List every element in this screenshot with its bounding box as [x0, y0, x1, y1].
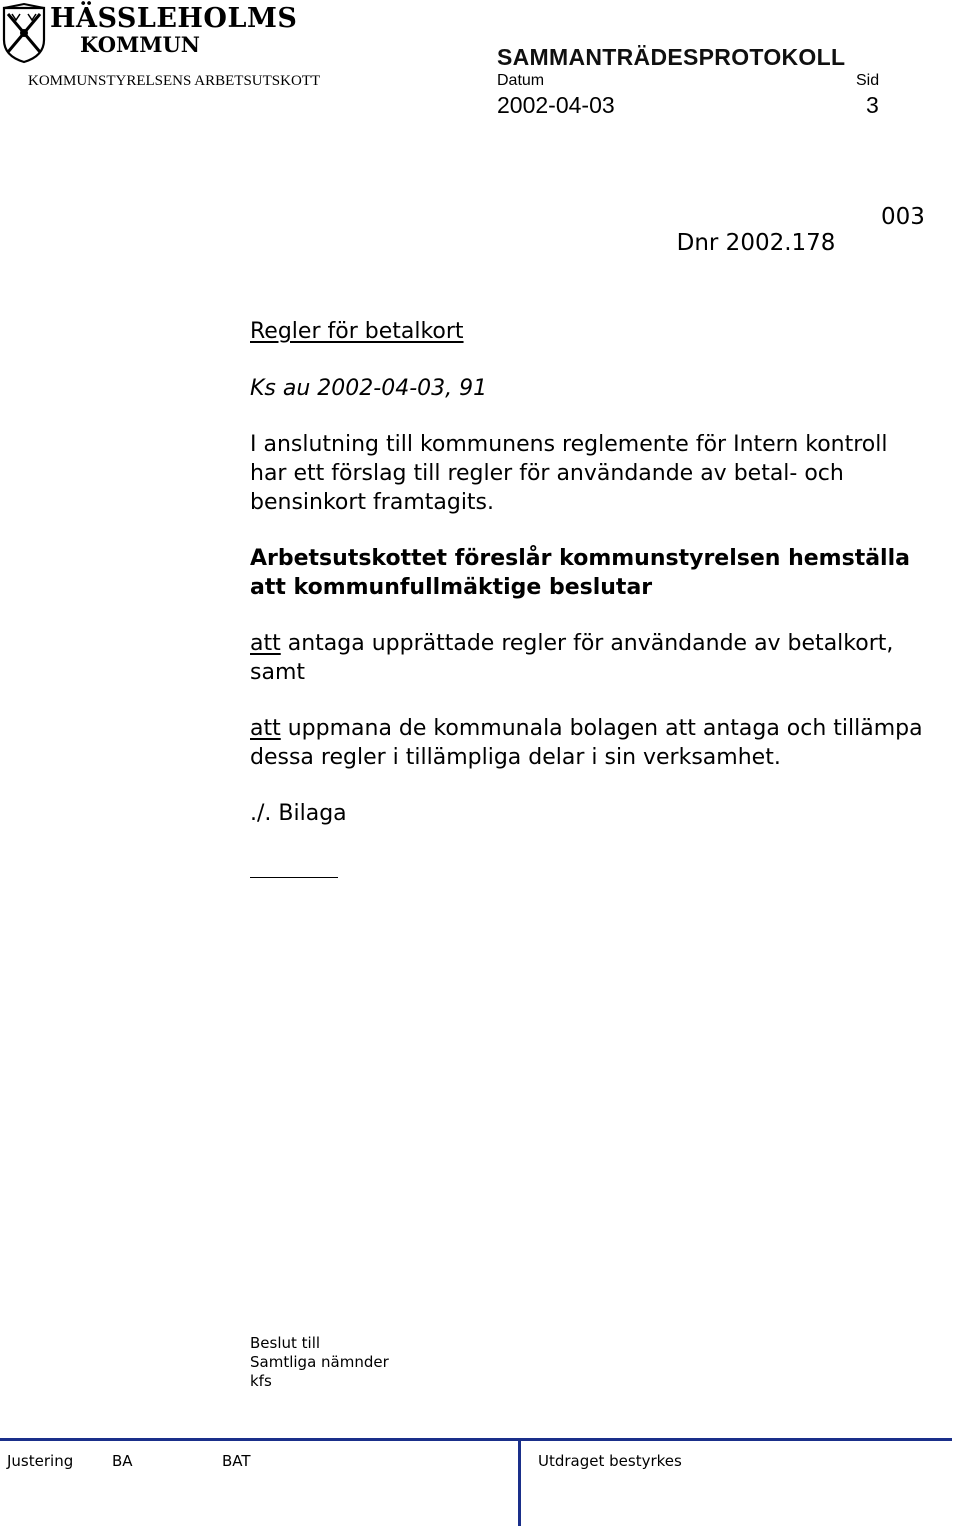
certified-label: Utdraget bestyrkes	[538, 1452, 682, 1470]
justering-label: Justering	[7, 1452, 74, 1470]
document-title: SAMMANTRÄDESPROTOKOLL	[497, 44, 846, 70]
coat-of-arms-icon	[2, 2, 46, 64]
recipient: kfs	[250, 1372, 272, 1390]
decision-1	[250, 629, 893, 658]
decision-2-text: uppmana de kommunala bolagen att antaga och tillämpa	[280, 716, 923, 741]
department: KOMMUNSTYRELSENS ARBETSUTSKOTT	[28, 73, 321, 89]
attachment: ./. Bilaga	[250, 801, 347, 826]
dnr-code: 003	[881, 204, 925, 230]
date-label: Datum	[497, 72, 545, 89]
proposal-line-1: Arbetsutskottet föreslår kommunstyrelsen hemställa	[250, 546, 910, 571]
divider	[250, 877, 338, 878]
footer-separator	[518, 1438, 521, 1526]
date-value: 2002-04-03	[497, 92, 615, 118]
distribution-title: Beslut till	[250, 1334, 321, 1352]
section-heading: Regler för betalkort	[250, 319, 464, 344]
decision-1-text: antaga upprättade regler för användande av betalkort,	[280, 631, 894, 656]
case-reference: Ks au 2002-04-03, 91	[250, 376, 488, 401]
intro-line-3: bensinkort framtagits.	[250, 490, 495, 515]
initials-1: BA	[112, 1452, 133, 1470]
intro-line-1: I anslutning till kommunens reglemente för Intern kontroll	[250, 432, 888, 457]
initials-2: BAT	[222, 1452, 251, 1470]
proposal-line-2: att kommunfullmäktige beslutar	[250, 575, 653, 600]
decision-2	[250, 714, 923, 743]
org-name-kommun: KOMMUN	[80, 32, 200, 57]
att-keyword: att	[250, 631, 281, 656]
recipient: Samtliga nämnder	[250, 1353, 389, 1371]
decision-2-line-2: dessa regler i tillämpliga delar i sin verksamhet.	[250, 745, 781, 770]
diary-number	[662, 204, 925, 256]
page-number: 3	[866, 92, 879, 118]
dnr: Dnr 2002.178	[676, 230, 836, 256]
org-name: HÄSSLEHOLMS	[50, 3, 298, 34]
att-keyword: att	[250, 716, 281, 741]
intro-line-2: har ett förslag till regler för användande av betal- och	[250, 461, 844, 486]
decision-1-line-2: samt	[250, 660, 305, 685]
footer-divider	[0, 1438, 952, 1441]
page-label: Sid	[856, 72, 880, 89]
